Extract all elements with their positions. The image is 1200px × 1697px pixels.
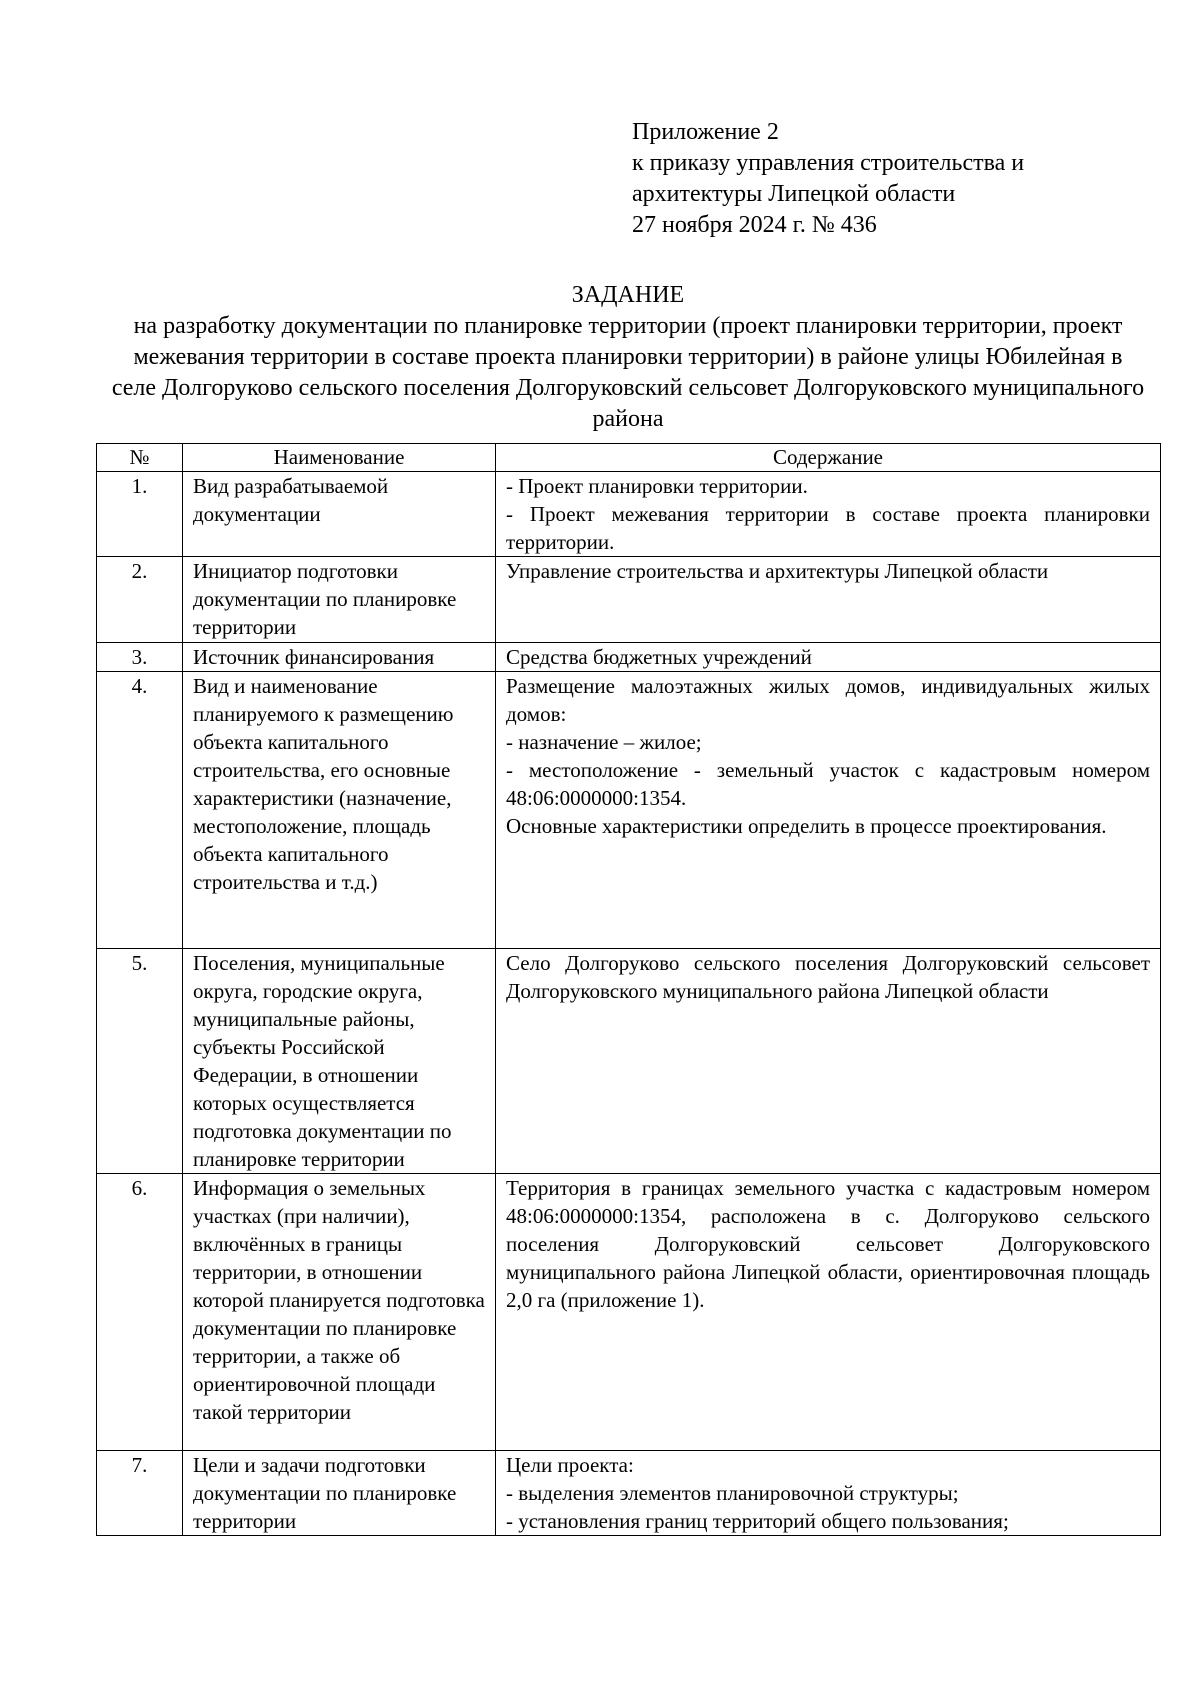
document-subtitle: на разработку документации по планировке территории (проект планировки территории, проект межевания территории в составе проекта планировки территории) в районе улицы Юбилейная в селе Долгоруково сельского поселения Долгоруковский сельсовет Долгоруковского муниципального района	[111, 313, 1145, 432]
row-number: 2.	[97, 557, 183, 643]
row-name: Вид разрабатываемой документации	[183, 472, 496, 557]
content-line: Размещение малоэтажных жилых домов, индивидуальных жилых домов:	[506, 674, 1150, 726]
table-row	[97, 557, 1161, 643]
row-content	[496, 1451, 1161, 1536]
row-name: Цели и задачи подготовки документации по планировке территории	[183, 1451, 496, 1536]
table-row	[97, 472, 1161, 557]
row-number: 5.	[97, 949, 183, 1174]
row-name: Источник финансирования	[183, 643, 496, 672]
task-table	[96, 443, 1161, 1536]
row-name: Инициатор подготовки документации по планировке территории	[183, 557, 496, 643]
content-line: Цели проекта:	[506, 1453, 634, 1477]
row-content	[496, 643, 1161, 672]
row-number: 7.	[97, 1451, 183, 1536]
content-line: Основные характеристики определить в процессе проектирования.	[506, 814, 1107, 838]
header-number: №	[97, 444, 183, 472]
row-content	[496, 672, 1161, 949]
content-line: - назначение – жилое;	[506, 730, 702, 754]
row-name: Поселения, муниципальные округа, городские округа, муниципальные районы, субъекты Российской Федерации, в отношении которых осуществляется подготовка документации по планировке территории	[183, 949, 496, 1174]
content-line: - выделения элементов планировочной структуры;	[506, 1481, 959, 1505]
row-number: 6.	[97, 1174, 183, 1451]
header-name: Наименование	[183, 444, 496, 472]
annex-line: к приказу управления строительства и	[632, 150, 1025, 176]
row-number: 3.	[97, 643, 183, 672]
content-line: - установления границ территорий общего пользования;	[506, 1509, 1009, 1533]
content-line: - Проект планировки территории.	[506, 474, 808, 498]
content-line: Территория в границах земельного участка с кадастровым номером 48:06:0000000:1354, расположена в с. Долгоруково сельского поселения Долгоруковский сельсовет Долгоруковского муниципального района Липецкой области, ориентировочная площадь 2,0 га (приложение 1).	[506, 1176, 1150, 1312]
row-number: 4.	[97, 672, 183, 949]
content-line: Село Долгоруково сельского поселения Долгоруковский сельсовет Долгоруковского муниципального района Липецкой области	[506, 951, 1150, 1003]
annex-block	[632, 117, 1152, 241]
table-row	[97, 1451, 1161, 1536]
annex-line: 27 ноября 2024 г. № 436	[632, 212, 877, 238]
table-row	[97, 1174, 1161, 1451]
row-name: Вид и наименование планируемого к размещению объекта капитального строительства, его основные характеристики (назначение, местоположение, площадь объекта капитального строительства и т.д.)	[183, 672, 496, 949]
row-name: Информация о земельных участках (при наличии), включённых в границы территории, в отношении которой планируется подготовка документации по планировке территории, а также об ориентировочной площади такой территории	[183, 1174, 496, 1451]
row-content	[496, 1174, 1161, 1451]
document-title: ЗАДАНИЕ	[571, 282, 685, 308]
row-content	[496, 557, 1161, 643]
content-line: Управление строительства и архитектуры Липецкой области	[506, 559, 1049, 583]
table-header-row	[97, 444, 1161, 472]
table-row	[97, 643, 1161, 672]
row-number: 1.	[97, 472, 183, 557]
content-line: - местоположение - земельный участок с кадастровым номером 48:06:0000000:1354.	[506, 758, 1150, 810]
header-content: Содержание	[496, 444, 1161, 472]
table-row	[97, 672, 1161, 949]
row-content	[496, 472, 1161, 557]
annex-line: архитектуры Липецкой области	[632, 181, 956, 207]
content-line: Средства бюджетных учреждений	[506, 645, 812, 669]
table-row	[97, 949, 1161, 1174]
annex-line: Приложение 2	[632, 119, 779, 145]
row-content	[496, 949, 1161, 1174]
content-line: - Проект межевания территории в составе проекта планировки территории.	[506, 502, 1150, 554]
